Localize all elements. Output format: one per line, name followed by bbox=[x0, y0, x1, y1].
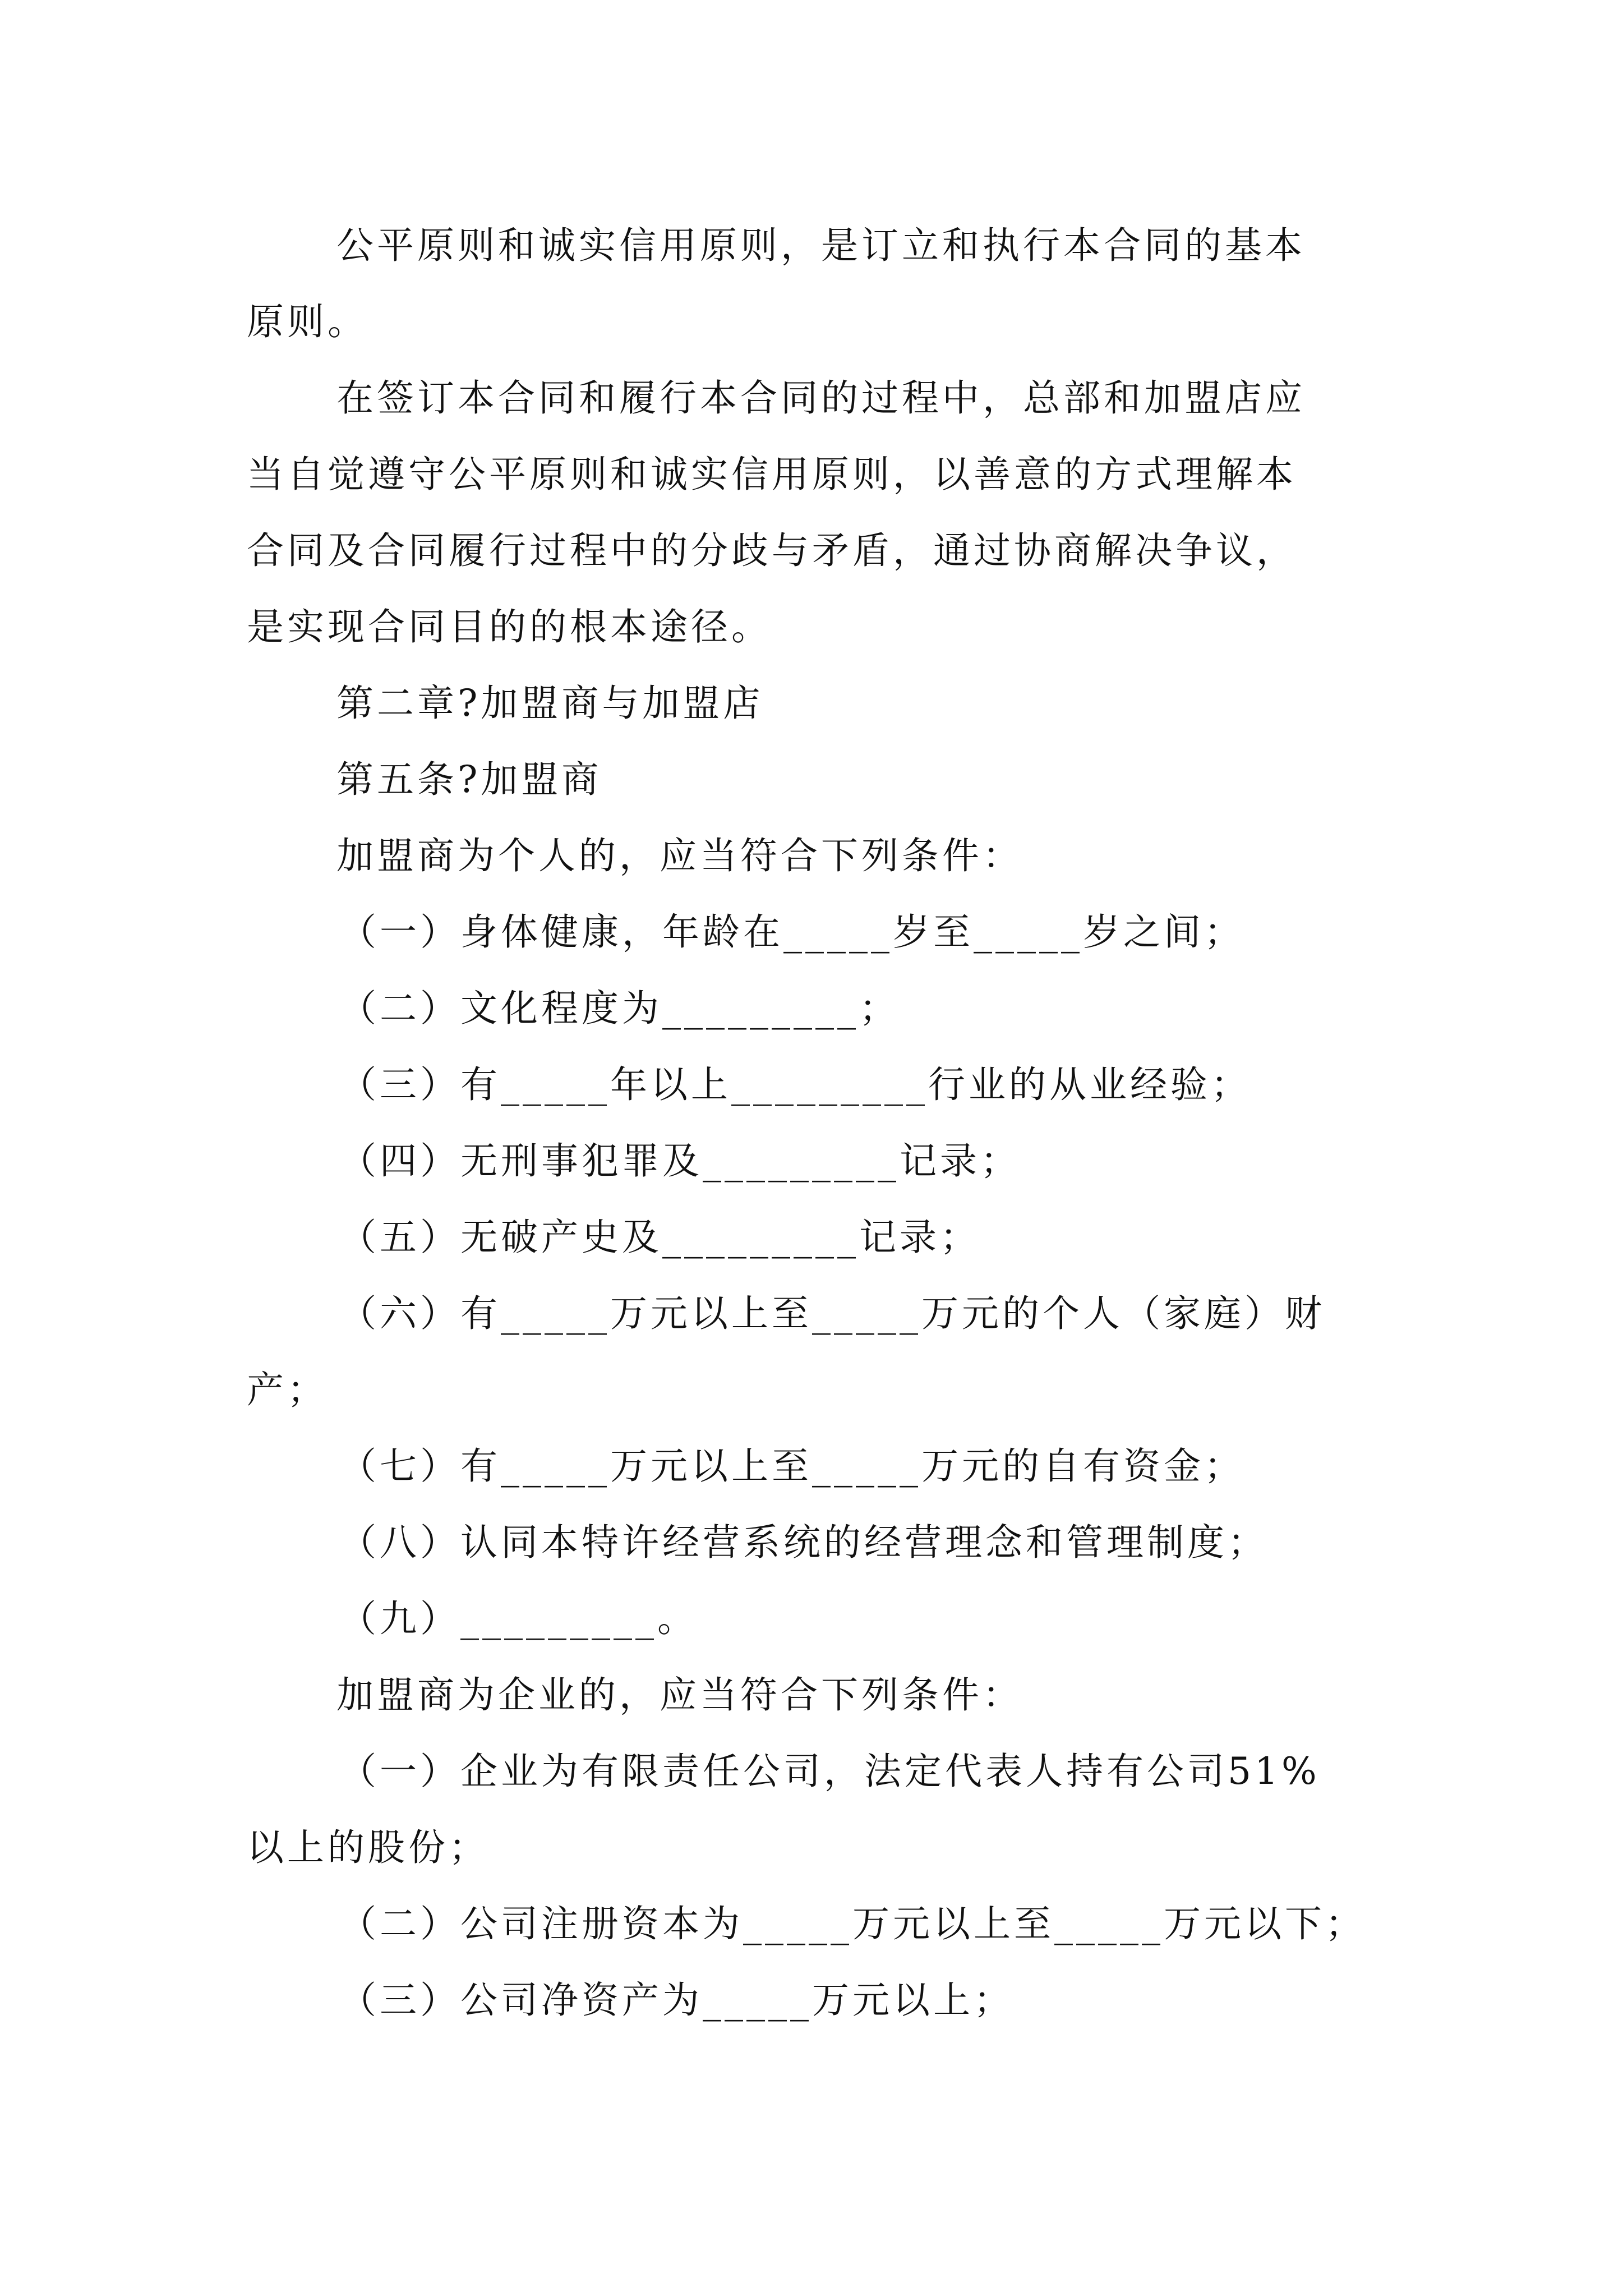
chapter-heading: 第二章?加盟商与加盟店 bbox=[336, 682, 764, 725]
paragraph-line: 是实现合同目的的根本途径。 bbox=[247, 605, 772, 648]
condition-item: （三）公司净资产为_____万元以上； bbox=[339, 1978, 1014, 2022]
condition-item: （六）有_____万元以上至_____万元的个人（家庭）财 bbox=[339, 1292, 1325, 1335]
condition-intro: 加盟商为企业的，应当符合下列条件： bbox=[336, 1673, 1023, 1717]
condition-item: （三）有_____年以上_________行业的从业经验； bbox=[339, 1063, 1251, 1106]
condition-item: （二）公司注册资本为_____万元以上至_____万元以下； bbox=[339, 1902, 1366, 1945]
condition-item: （九）_________。 bbox=[339, 1597, 698, 1640]
paragraph-line: 原则。 bbox=[247, 300, 368, 343]
condition-item-continuation: 以上的股份； bbox=[247, 1826, 489, 1869]
condition-item: （五）无破产史及_________记录； bbox=[339, 1216, 980, 1259]
paragraph-line: 在签订本合同和履行本合同的过程中，总部和加盟店应 bbox=[336, 376, 1306, 420]
condition-item-continuation: 产； bbox=[247, 1368, 328, 1411]
condition-item: （二）文化程度为_________； bbox=[339, 987, 900, 1030]
contract-text bbox=[247, 208, 1385, 2039]
condition-item: （一）身体健康，年龄在_____岁至_____岁之间； bbox=[339, 910, 1244, 954]
condition-intro: 加盟商为个人的，应当符合下列条件： bbox=[336, 834, 1023, 877]
condition-item: （七）有_____万元以上至_____万元的自有资金； bbox=[339, 1444, 1244, 1488]
condition-item: （一）企业为有限责任公司，法定代表人持有公司51% bbox=[339, 1750, 1320, 1793]
paragraph-line: 合同及合同履行过程中的分歧与矛盾，通过协商解决争议， bbox=[247, 529, 1297, 572]
paragraph-line: 当自觉遵守公平原则和诚实信用原则，以善意的方式理解本 bbox=[247, 453, 1297, 496]
condition-item: （四）无刑事犯罪及_________记录； bbox=[339, 1139, 1021, 1182]
condition-item: （八）认同本特许经营系统的经营理念和管理制度； bbox=[339, 1521, 1268, 1564]
article-heading: 第五条?加盟商 bbox=[336, 758, 602, 801]
paragraph-line: 公平原则和诚实信用原则，是订立和执行本合同的基本 bbox=[336, 224, 1306, 267]
